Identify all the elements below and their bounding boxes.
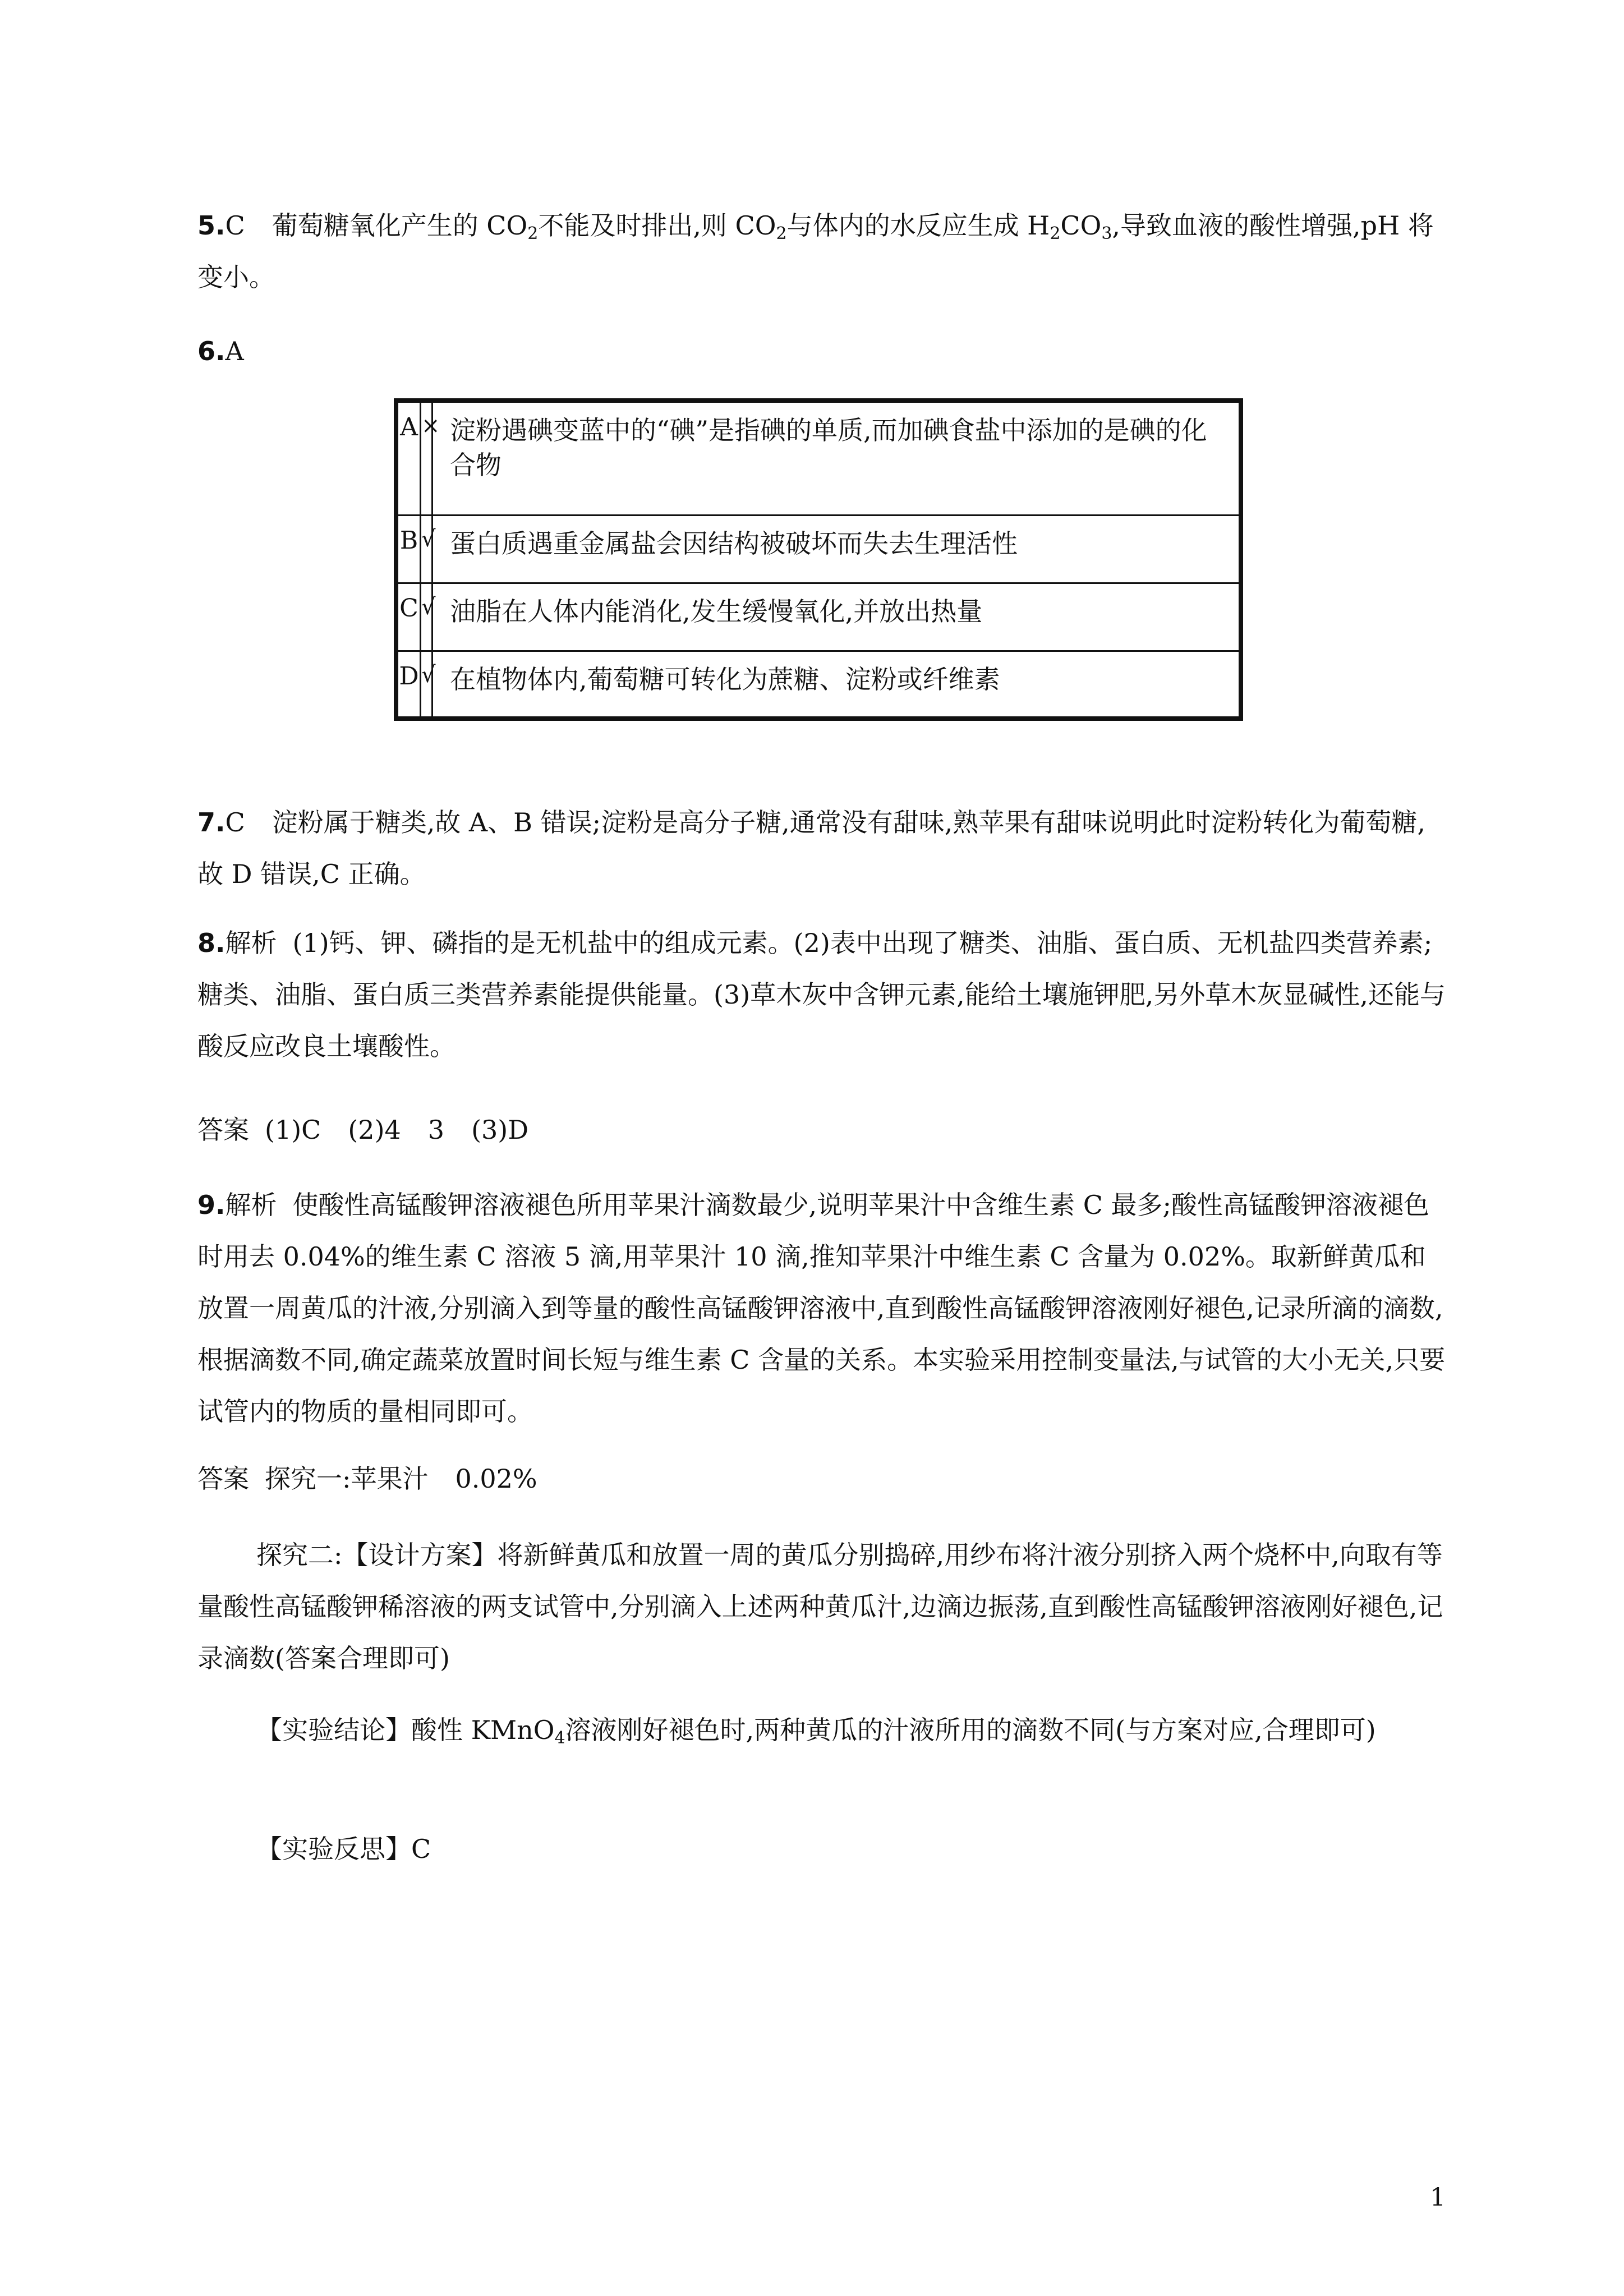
- answer-letter: C: [225, 210, 245, 241]
- question-5: [197, 200, 1448, 303]
- analysis-text: 使酸性高锰酸钾溶液褪色所用苹果汁滴数最少,说明苹果汁中含维生素 C 最多;酸性高锰酸钾溶液褪色时用去 0.04%的维生素 C 溶液 5 滴,用苹果汁 10 滴,推知苹果汁中维生素 C 含量为 0.02%。取新鲜黄瓜和放置一周黄瓜的汁液,分别滴入到等量的酸性高锰酸钾溶液中,直到酸性高锰酸钾溶液刚好褪色,记录所滴的滴数,根据滴数不同,确定蔬菜放置时间长短与维生素 C 含量的关系。本实验采用控制变量法,与试管的大小无关,只要试管内的物质的量相同即可。: [197, 1190, 1446, 1427]
- judgment-mark: √: [421, 651, 433, 719]
- option-letter: C: [396, 583, 421, 651]
- table-row: [396, 401, 1241, 515]
- analysis-label: 解析: [225, 928, 277, 958]
- page-number: 1: [1430, 2183, 1446, 2212]
- experiment-conclusion: 【实验结论】酸性 KMnO$_4$溶液刚好褪色时,两种黄瓜的汁液所用的滴数不同(与方案对应,合理即可): [256, 1715, 1376, 1748]
- design-plan: 探究二:【设计方案】将新鲜黄瓜和放置一周的黄瓜分别捣碎,用纱布将汁液分别挤入两个烧杯中,向取有等量酸性高锰酸钾稀溶液的两支试管中,分别滴入上述两种黄瓜汁,边滴边振荡,直到酸性高锰酸钾溶液刚好褪色,记录滴数(答案合理即可): [197, 1540, 1443, 1673]
- question-8: [197, 917, 1448, 1072]
- question-number: 6.: [197, 336, 226, 366]
- answer-letter: A: [225, 336, 244, 366]
- explanation-text: 淀粉属于糖类,故 A、B 错误;淀粉是高分子糖,通常没有甜味,熟苹果有甜味说明此时淀粉转化为葡萄糖,故 D 错误,C 正确。: [197, 807, 1425, 889]
- analysis-text: (1)钙、钾、磷指的是无机盐中的组成元素。(2)表中出现了糖类、油脂、蛋白质、无机盐四类营养素;糖类、油脂、蛋白质三类营养素能提供能量。(3)草木灰中含钾元素,能给土壤施钾肥,另外草木灰显碱性,还能与酸反应改良土壤酸性。: [197, 928, 1446, 1061]
- explanation-text: 葡萄糖氧化产生的 $CO_2$不能及时排出,则 $CO_2$与体内的水反应生成 $H_2CO_3$,导致血液的酸性增强,pH 将变小。: [197, 210, 1434, 292]
- answer-9: 答案 探究一:苹果汁 0.02%: [197, 1464, 537, 1494]
- option-text: 油脂在人体内能消化,发生缓慢氧化,并放出热量: [433, 583, 1241, 651]
- answer-8: 答案 (1)C (2)4 3 (3)D: [197, 1115, 529, 1145]
- judgment-mark: ×: [421, 401, 433, 515]
- judgment-mark: √: [421, 515, 433, 583]
- judgment-mark: √: [421, 583, 433, 651]
- question-7: [197, 797, 1448, 900]
- option-text: 在植物体内,葡萄糖可转化为蔗糖、淀粉或纤维素: [433, 651, 1241, 719]
- question-9: [197, 1179, 1448, 1437]
- answer-letter: C: [225, 807, 245, 838]
- analysis-label: 解析: [225, 1190, 277, 1220]
- option-letter: B: [396, 515, 421, 583]
- option-letter: D: [396, 651, 421, 719]
- question-number: 5.: [197, 210, 226, 241]
- experiment-reflection: 【实验反思】C: [256, 1834, 431, 1864]
- question-6: [197, 325, 1448, 377]
- option-text: 淀粉遇碘变蓝中的“碘”是指碘的单质,而加碘食盐中添加的是碘的化合物: [433, 401, 1241, 515]
- table-row: [396, 583, 1241, 651]
- option-letter: A: [396, 401, 421, 515]
- question-number: 8.: [197, 928, 226, 958]
- answer-label: 答案: [197, 1115, 249, 1145]
- options-table: [394, 398, 1243, 721]
- table-row: [396, 515, 1241, 583]
- question-number: 9.: [197, 1190, 226, 1220]
- question-number: 7.: [197, 807, 226, 838]
- option-text: 蛋白质遇重金属盐会因结构被破坏而失去生理活性: [433, 515, 1241, 583]
- table-row: [396, 651, 1241, 719]
- answer-label: 答案: [197, 1464, 249, 1494]
